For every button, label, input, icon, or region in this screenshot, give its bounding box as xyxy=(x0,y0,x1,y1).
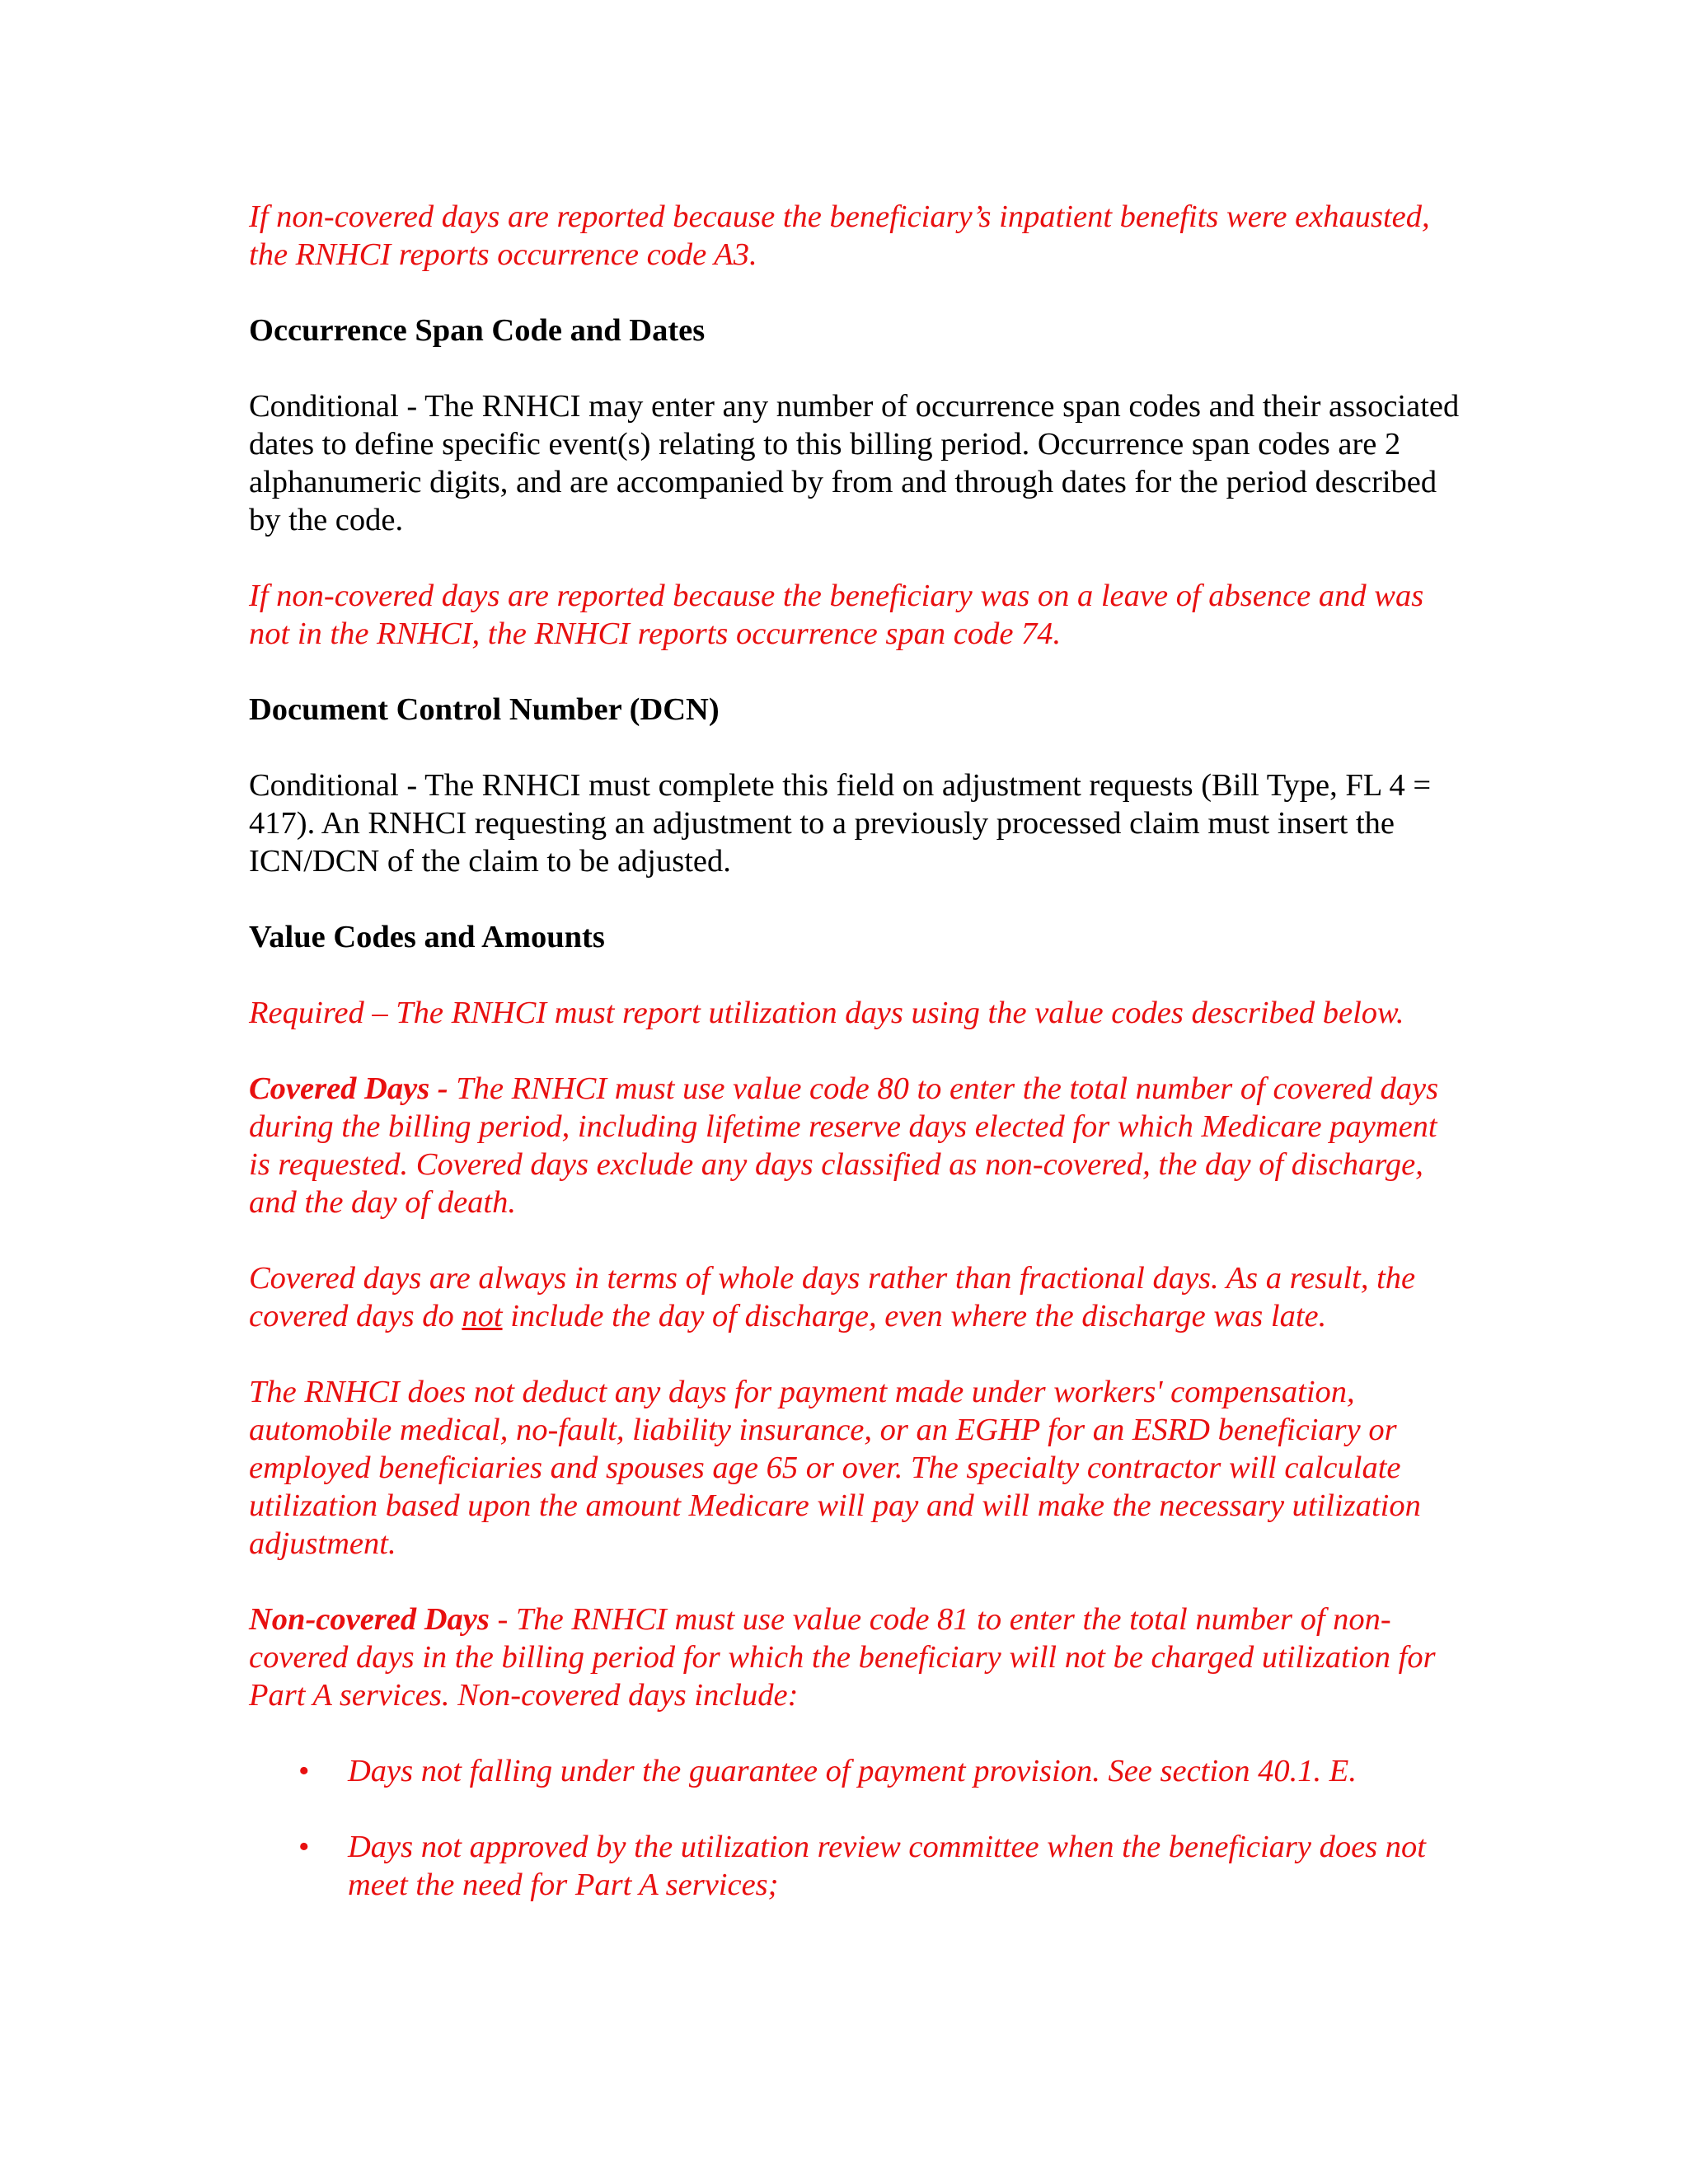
occurrence-span-body: Conditional - The RNHCI may enter any number of occurrence span codes and their associated dates to define specific event(s) relating to this billing period. Occurrence span codes are 2 alphanumeric digits, and are accompanied by from and through dates for the period described by the code. xyxy=(249,389,1460,537)
bullet-icon: • xyxy=(298,1830,310,1864)
whole-days-paragraph xyxy=(249,1259,1461,1335)
list-item-text: Days not approved by the utilization review committee when the beneficiary does not meet the need for Part A services; xyxy=(348,1830,1426,1902)
deduct-days-paragraph: The RNHCI does not deduct any days for payment made under workers' compensation, automobile medical, no-fault, liability insurance, or an EGHP for an ESRD beneficiary or employed beneficiaries and spouses age 65 or over. The specialty contractor will calculate utilization based upon the amount Medicare will pay and will make the necessary utilization adjustment. xyxy=(249,1375,1421,1561)
document-page xyxy=(249,198,1461,1942)
list-item-text: Days not falling under the guarantee of payment provision. See section 40.1. E. xyxy=(348,1754,1357,1788)
list-item xyxy=(249,1828,1461,1904)
dcn-body: Conditional - The RNHCI must complete this field on adjustment requests (Bill Type, FL 4 = 417). An RNHCI requesting an adjustment to a previously processed claim must insert the ICN/DCN of the claim to be adjusted. xyxy=(249,768,1432,879)
noncovered-days-body: - The RNHCI must use value code 81 to enter the total number of non-covered days in the billing period for which the beneficiary will not be charged utilization for Part A services. Non-covered days include: xyxy=(249,1602,1436,1713)
noncovered-days-label: Non-covered Days xyxy=(249,1602,490,1637)
list-item xyxy=(249,1752,1461,1790)
covered-days-paragraph xyxy=(249,1070,1461,1221)
covered-days-label: Covered Days - xyxy=(249,1071,448,1106)
bullet-icon: • xyxy=(298,1754,310,1788)
whole-days-text-2: include the day of discharge, even where the discharge was late. xyxy=(502,1299,1327,1333)
noncovered-days-paragraph xyxy=(249,1601,1461,1714)
value-codes-required: Required – The RNHCI must report utilization days using the value codes described below. xyxy=(249,996,1404,1030)
whole-days-text-1: Covered days are always in terms of whole days rather than fractional days. As a result, the covered days do xyxy=(249,1261,1416,1333)
occurrence-span-heading: Occurrence Span Code and Dates xyxy=(249,313,706,348)
dcn-heading: Document Control Number (DCN) xyxy=(249,692,720,727)
occurrence-code-a3-note: If non-covered days are reported because the beneficiary’s inpatient benefits were exhausted, the RNHCI reports occurrence code A3. xyxy=(249,199,1430,272)
occurrence-span-74-note: If non-covered days are reported because the beneficiary was on a leave of absence and was not in the RNHCI, the RNHCI reports occurrence span code 74. xyxy=(249,579,1424,651)
value-codes-heading: Value Codes and Amounts xyxy=(249,920,605,954)
whole-days-underlined: not xyxy=(462,1299,503,1333)
noncovered-days-list xyxy=(249,1752,1461,1904)
covered-days-body: The RNHCI must use value code 80 to enter the total number of covered days during the billing period, including lifetime reserve days elected for which Medicare payment is requested. Covered days exclude any days classified as non-covered, the day of discharge, and the day of death. xyxy=(249,1071,1439,1220)
